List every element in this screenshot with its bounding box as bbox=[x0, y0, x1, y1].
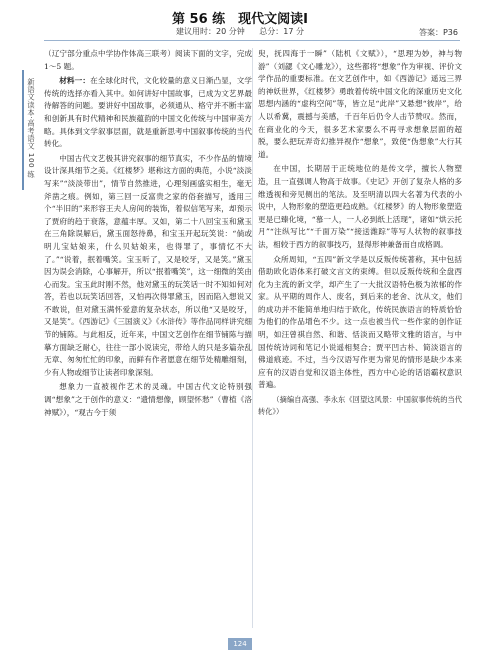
page-number: 124 bbox=[228, 638, 252, 650]
paragraph: 臾，抚四海于一瞬”（陆机《文赋》），“思理为妙，神与物游”（刘勰《文心雕龙》），这些都将“想象”作为审视、评价文学作品的重要标准。在文艺创作中，如《西游记》遥远三界的神妖世界，《红楼梦》勇敢着传统中国文化的深重历史文化思想内涵的“虚构空间”等，皆立足“此岸”又悬想“彼岸”，给人以希冀，震撼与美感，千百年后仍令人击节赞叹。然而，在商业化的今天，很多艺术家要么不再寻求想象层面的超脱，要么把玩弄奇幻推异视作“想象”，致使“伪想象”大行其道。 bbox=[258, 49, 462, 159]
header-meta bbox=[0, 26, 480, 37]
paragraph: 众所周知，“五四”新文学是以反叛传统著称，其中包括借助欧化语体来打破文言文的束缚。但以反叛传统和全盘西化为主流的新文学，却产生了一大批汉语特色极为浓郁的作家。从平期的周作人、废名，到后来的老舍、沈从文，他们的成功并不能简单地归结于欧化，传统民族语言的特质恰恰为他们的作品增色不少。这一点也被当代一些作家的创作证明，如汪曾祺自然、和谐、恬淡而又略带文雅的语言，与中国传统诗词和笔记小说遥相契合；贾平凹古朴、简淡语言的佛道痕迹。不过，当今汉语写作更为常见的情形是缺少本来应有的汉语自觉和汉语主体性，西方中心论的话语霸权意识普遍。 bbox=[258, 254, 462, 390]
sidebar-rule bbox=[22, 70, 24, 190]
paragraph: 想象力一直被视作艺术的灵魂。中国古代文论特别强调“想象”之于创作的意义：“遗情想像，顾望怀愁”（曹植《洛神赋》），“观古今于须 bbox=[44, 382, 252, 417]
material-label: 材料一： bbox=[59, 76, 91, 86]
suggested-time: 建议用时：20 分钟 bbox=[175, 27, 245, 36]
paragraph: 中国古代文艺极其讲究叙事的细节真实，不少作品的情境设计深具细节之美。《红楼梦》堪称这方面的典范，小说“淡淡写来”“淡淡带出”，情节自然推进，心理刻画盛实相生，毫无斧凿之痕。例如，第三回一反富贵之家的俗套描写，透用三个“半旧的”来形容王夫人房间的装饰，着似信笔写来，却预示了贾府的趋于衰落，意蕴丰厚。又如，第二十八回宝玉和黛玉在三角除误解后，黛玉面怒待鼻，和宝玉开起玩笑说：“倘或明儿宝姑娘来，什么贝姑娘来，也得罪了，事情忆不大了。”“说着，抿着嘴笑。宝玉听了，又是咬牙，又是笑。”黛玉因为误会消除，心事解开，所以“抿着嘴笑”，这一细微的笑由心而发。宝玉此时刚不然，他对黛玉的玩笑话一时不知如何对答，若也以玩笑话回答，又怕再次得罪黛玉，因而陷入想说又不敢说，但对黛玉满怀爱意的复杂状态，所以他“又是咬牙，又是笑”。《西游记》《三国演义》《水浒传》等作品同样讲究细节的铺陈。与此相反，近年来，中国文艺创作在细节铺陈与描摹方面缺乏耐心，往往一部小说读完，带给人的只是多篇杂乱无章、匆匆忙忙的印象，而鲜有作者愿意在细节处精雕细刻，少有人物或细节让读者印象深刻。 bbox=[44, 153, 252, 377]
question-intro: （辽宁部分重点中学协作体高三联考）阅读下面的文字，完成 1～5 题。 bbox=[44, 49, 252, 71]
source-citation: （摘编自高强、李永东《回望这风景：中国叙事传统的当代转化》） bbox=[258, 395, 462, 416]
header-divider bbox=[44, 40, 460, 41]
paragraph: 在中国，长期居于正统地位的是传文学，擅长人物塑造，且一直强调人物高于故事。《史记》开创了复杂人格的多维透视和旁见侧出的笔法。及至明清以四大名著为代表的小说中，人物形象的塑造更趋成熟。《红楼梦》的人物形象塑造更是已臻化境，“慕一人，一人必到纸上活现”，诸如“烘云托月”“注纵写比”“千面万染”“接送潍踪”等写人状物的叙事技法，相较于西方的叙事技巧，显得形神兼备而自成格调。 bbox=[258, 164, 462, 249]
left-column bbox=[44, 48, 252, 421]
answer-reference: 答案：P36 bbox=[418, 28, 458, 37]
total-score: 总分：17 分 bbox=[259, 27, 304, 36]
material-one-paragraph bbox=[44, 75, 252, 151]
material-one-text: 在全球化时代，文化较量的意义日渐凸显，文学传统的选择亦看入其中。如何讲好中国故事，已成为文艺界最待解答的问题。要讲好中国故事，必须通从、格守并不断丰富和创新具有时代精神和民族蕴韵的中国文化传统与中国审美方略。具体到文学叙事层面，就是重新思考中国叙事传统的当代转化。 bbox=[44, 76, 253, 149]
right-column bbox=[258, 48, 462, 419]
page-title: 第 56 练 现代文阅读Ⅰ bbox=[172, 12, 308, 27]
column-divider bbox=[252, 48, 253, 628]
sidebar-book-label: 新语文读本·高考语文 100 练 bbox=[27, 78, 36, 179]
